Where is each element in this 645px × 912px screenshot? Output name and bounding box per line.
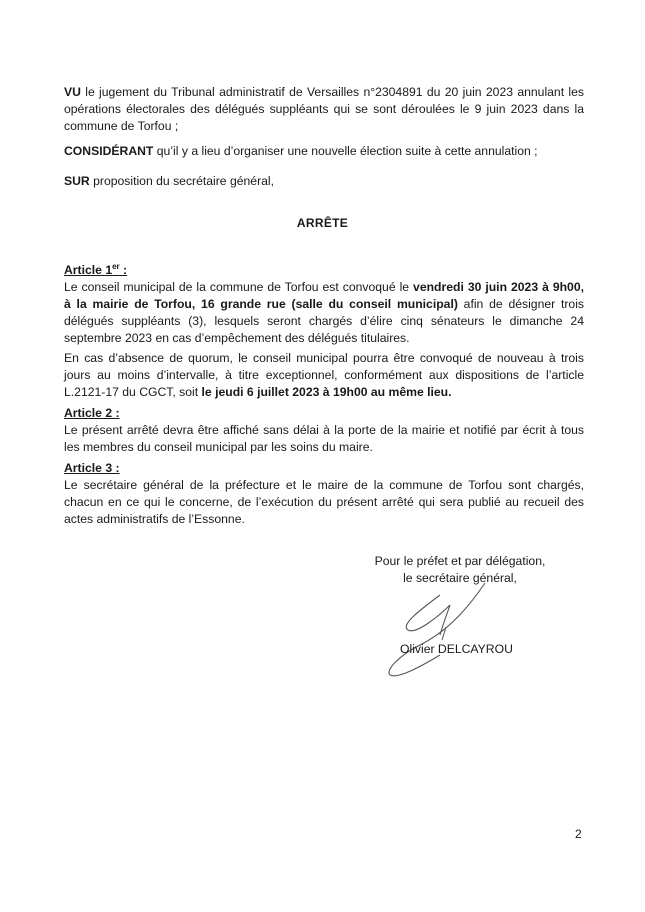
article-1-p2-b: le jeudi 6 juillet 2023 à 19h00 au même lieu. — [201, 385, 452, 399]
page-number: 2 — [575, 827, 582, 841]
article-2-text: Le présent arrêté devra être affiché sans délai à la porte de la mairie et notifié par écrit à tous les membres du conseil municipal par les soins du maire. — [64, 423, 584, 454]
article-3 — [64, 460, 584, 528]
vu-label: VU — [64, 85, 81, 99]
article-2 — [64, 405, 584, 456]
article-1-title — [64, 262, 584, 279]
article-1-title-suffix: : — [119, 263, 128, 277]
considerant-text: qu’il y a lieu d’organiser une nouvelle élection suite à cette annulation ; — [153, 144, 538, 158]
article-1-p1-c: afin de désigner trois délégués suppléants (3), lesquels seront chargés d’élire cinq sénateurs le dimanche 24 septembre 2023 en cas d’empêchement des délégués titulaires. — [64, 297, 584, 345]
signature-line-1: Pour le préfet et par délégation, — [374, 554, 546, 568]
considerant-paragraph — [64, 143, 584, 160]
article-1-p1-a: Le conseil municipal de la commune de Torfou est convoqué le — [64, 280, 414, 294]
article-2-title: Article 2 : — [64, 406, 120, 420]
handwritten-signature — [380, 575, 540, 680]
sur-paragraph — [64, 173, 584, 190]
vu-text: le jugement du Tribunal administratif de Versailles n°2304891 du 20 juin 2023 annulant les opérations électorales des délégués suppléants qui se sont déroulées le 9 juin 2023 dans la commune de Torfou ; — [64, 85, 584, 133]
vu-paragraph — [64, 84, 584, 135]
signature-line-2: le secrétaire général, — [403, 571, 517, 585]
signatory-name: Olivier DELCAYROU — [400, 642, 513, 656]
article-1-paragraph-2 — [64, 350, 584, 401]
article-3-text: Le secrétaire général de la préfecture et le maire de la commune de Torfou sont chargés, chacun en ce qui le concerne, de l’exécution du présent arrêté qui sera publié au recueil des actes administratifs de l’Essonne. — [64, 478, 584, 526]
article-3-title: Article 3 : — [64, 461, 120, 475]
sur-text: proposition du secrétaire général, — [89, 174, 275, 188]
considerant-label: CONSIDÉRANT — [64, 144, 154, 158]
article-1-p2-a: En cas d’absence de quorum, le conseil municipal pourra être convoqué de nouveau à trois jours au moins d’intervalle, à titre exceptionnel, conformément aux dispositions de l’article L.2121-17 du CGCT, soit — [64, 351, 584, 399]
arrete-heading: ARRÊTE — [296, 216, 349, 230]
article-1-p1-b: vendredi 30 juin 2023 à 9h00, à la mairie de Torfou, 16 grande rue (salle du conseil municipal) — [64, 280, 584, 311]
article-1 — [64, 262, 584, 347]
article-1-title-text: Article 1 — [64, 263, 113, 277]
article-1-title-sup: er — [112, 261, 120, 271]
sur-label: SUR — [64, 174, 90, 188]
